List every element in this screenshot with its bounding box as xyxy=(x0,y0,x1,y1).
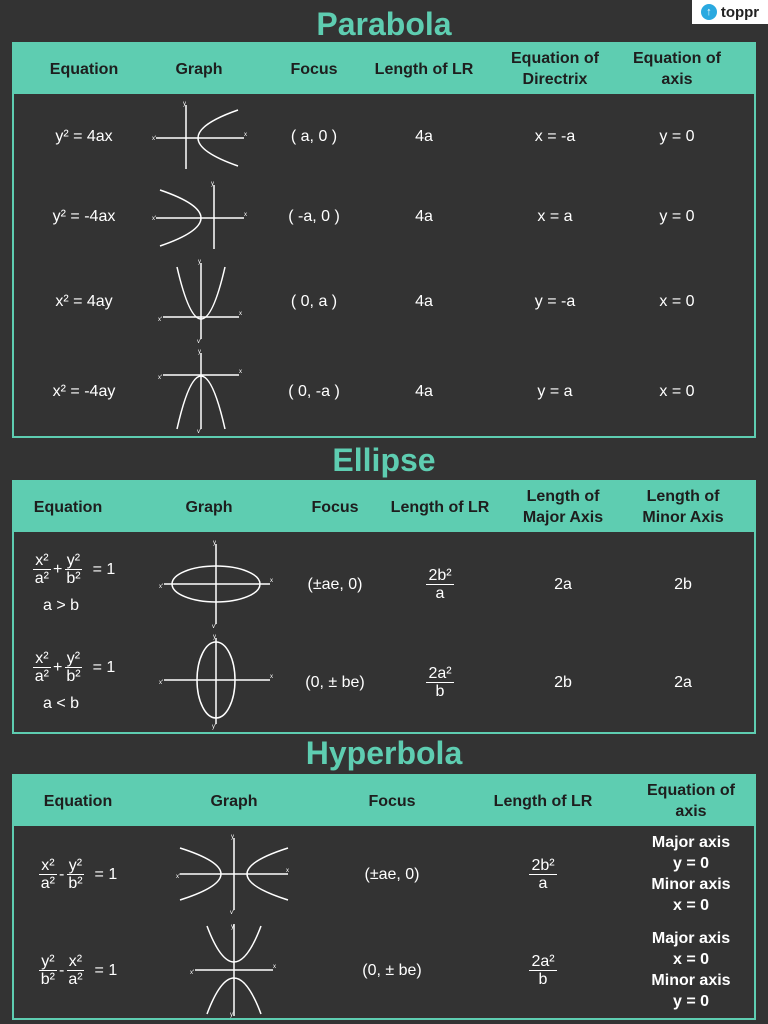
term-numerator: x² xyxy=(41,856,55,874)
graph-hyperbola-vertical xyxy=(174,922,294,1018)
focus: (0, ± be) xyxy=(305,673,365,691)
graph-parabola-down xyxy=(146,346,254,436)
svg-text:x: x xyxy=(244,212,247,218)
length-lr: 4a xyxy=(415,207,433,225)
major-axis-eq: y = 0 xyxy=(672,855,709,872)
header-major-axis: Length of Major Axis xyxy=(522,488,604,526)
lr-denominator: a xyxy=(538,874,548,892)
header-length-lr: Length of LR xyxy=(374,60,474,78)
svg-text:y: y xyxy=(231,924,234,930)
term-denominator: b² xyxy=(66,570,81,587)
axis: x = 0 xyxy=(659,382,695,400)
graph-parabola-up xyxy=(146,256,254,346)
ellipse-title: Ellipse xyxy=(332,442,436,478)
svg-text:x: x xyxy=(270,674,273,680)
table-row xyxy=(14,346,754,436)
header-equation: Equation xyxy=(33,498,103,516)
svg-text:x': x' xyxy=(159,680,164,686)
major-axis-label: Major axis xyxy=(651,834,731,851)
lr-denominator: a xyxy=(435,584,445,602)
hyperbola-table xyxy=(12,774,756,1020)
equation xyxy=(14,826,142,922)
svg-text:x': x' xyxy=(159,584,164,590)
axis xyxy=(634,826,748,922)
header-axis: Equation of axis xyxy=(647,782,735,820)
minor-axis-label: Minor axis xyxy=(651,972,731,989)
header-focus: Focus xyxy=(311,498,359,516)
svg-text:y: y xyxy=(213,540,216,546)
lr-numerator: 2b² xyxy=(428,566,452,584)
svg-text:x': x' xyxy=(158,317,163,323)
svg-text:y: y xyxy=(231,834,234,840)
svg-text:x': x' xyxy=(152,136,157,142)
term-numerator: x² xyxy=(35,650,49,667)
term-denominator: b² xyxy=(40,970,55,988)
directrix: y = a xyxy=(537,382,573,400)
header-minor-axis: Length of Minor Axis xyxy=(642,488,724,526)
operator: - xyxy=(58,865,65,883)
length-lr xyxy=(380,632,500,732)
svg-text:x: x xyxy=(239,311,242,317)
focus: ( 0, -a ) xyxy=(288,382,340,400)
svg-text:x: x xyxy=(286,868,289,874)
length-lr xyxy=(478,826,608,922)
table-row xyxy=(14,176,754,256)
hyperbola-header xyxy=(14,776,754,826)
svg-text:y': y' xyxy=(197,429,202,433)
svg-text:x: x xyxy=(239,369,242,375)
header-axis: Equation of axis xyxy=(633,50,721,88)
term-denominator: a² xyxy=(40,874,55,892)
header-graph: Graph xyxy=(175,60,223,78)
brand-name: toppr xyxy=(720,3,760,21)
lr-numerator: 2a² xyxy=(531,952,555,970)
directrix: x = -a xyxy=(534,127,576,145)
table-row xyxy=(14,632,754,732)
minor-axis: 2a xyxy=(674,673,692,691)
equation: y² = 4ax xyxy=(55,127,113,145)
equation: y² = -4ax xyxy=(52,207,116,225)
condition: a < b xyxy=(42,695,80,712)
svg-text:x: x xyxy=(270,578,273,584)
svg-text:y': y' xyxy=(230,1012,235,1018)
hyperbola-title: Hyperbola xyxy=(305,735,463,771)
axis: y = 0 xyxy=(659,207,695,225)
focus: (±ae, 0) xyxy=(364,865,420,883)
svg-text:y: y xyxy=(213,634,216,640)
focus: ( 0, a ) xyxy=(290,292,338,310)
length-lr xyxy=(478,922,608,1018)
svg-text:y': y' xyxy=(230,910,235,914)
term-numerator: x² xyxy=(68,952,83,970)
lr-denominator: b xyxy=(435,682,445,700)
header-length-lr: Length of LR xyxy=(493,792,593,810)
equation: x² = -4ay xyxy=(52,382,116,400)
svg-text:x': x' xyxy=(158,375,163,381)
major-axis: 2a xyxy=(554,575,572,593)
header-graph: Graph xyxy=(185,498,233,516)
term-numerator: y² xyxy=(68,856,83,874)
minor-axis: 2b xyxy=(674,575,692,593)
graph-ellipse-vertical xyxy=(154,632,280,732)
table-row xyxy=(14,922,754,1018)
directrix: y = -a xyxy=(534,292,576,310)
table-row xyxy=(14,256,754,346)
header-equation: Equation xyxy=(49,60,119,78)
term-denominator: b² xyxy=(68,874,83,892)
svg-text:x: x xyxy=(244,132,247,138)
graph-hyperbola-horizontal xyxy=(174,826,294,922)
condition: a > b xyxy=(42,597,80,614)
equation xyxy=(14,922,142,1018)
axis: y = 0 xyxy=(659,127,695,145)
focus: ( -a, 0 ) xyxy=(288,207,340,225)
table-row xyxy=(14,96,754,176)
operator: - xyxy=(58,961,65,979)
length-lr xyxy=(380,536,500,632)
svg-text:x': x' xyxy=(176,874,181,880)
svg-text:y: y xyxy=(183,101,186,107)
equation-rhs: = 1 xyxy=(92,659,116,676)
svg-text:y': y' xyxy=(212,724,217,730)
header-focus: Focus xyxy=(290,60,338,78)
equation xyxy=(14,536,134,632)
svg-text:x': x' xyxy=(190,970,195,976)
focus: ( a, 0 ) xyxy=(290,127,338,145)
equation-rhs: = 1 xyxy=(92,561,116,578)
svg-text:x: x xyxy=(273,964,276,970)
axis xyxy=(634,922,748,1018)
term-numerator: y² xyxy=(41,952,55,970)
equation-rhs: = 1 xyxy=(94,961,118,979)
term-numerator: y² xyxy=(66,552,81,569)
lr-denominator: b xyxy=(538,970,548,988)
term-denominator: a² xyxy=(34,668,49,685)
term-denominator: a² xyxy=(34,570,49,587)
graph-parabola-left xyxy=(146,176,254,256)
term-numerator: y² xyxy=(66,650,81,667)
header-focus: Focus xyxy=(368,792,416,810)
up-arrow-icon: ↑ xyxy=(701,4,717,20)
table-row xyxy=(14,826,754,922)
svg-text:y: y xyxy=(198,259,201,265)
parabola-header xyxy=(14,44,754,94)
major-axis-label: Major axis xyxy=(651,930,731,947)
graph-ellipse-horizontal xyxy=(154,536,280,632)
operator: + xyxy=(52,561,63,578)
minor-axis-eq: y = 0 xyxy=(672,993,709,1010)
focus: (0, ± be) xyxy=(362,961,422,979)
minor-axis-label: Minor axis xyxy=(651,876,731,893)
header-directrix: Equation of Directrix xyxy=(511,50,599,88)
length-lr: 4a xyxy=(415,292,433,310)
length-lr: 4a xyxy=(415,382,433,400)
header-graph: Graph xyxy=(210,792,258,810)
ellipse-table xyxy=(12,480,756,734)
term-denominator: a² xyxy=(68,970,83,988)
minor-axis-eq: x = 0 xyxy=(672,897,709,914)
axis: x = 0 xyxy=(659,292,695,310)
svg-text:y': y' xyxy=(197,339,202,343)
table-row xyxy=(14,536,754,632)
svg-text:y': y' xyxy=(212,624,217,628)
focus: (±ae, 0) xyxy=(307,575,363,593)
major-axis: 2b xyxy=(554,673,572,691)
operator: + xyxy=(52,659,63,676)
svg-text:y: y xyxy=(198,349,201,355)
equation: x² = 4ay xyxy=(55,292,113,310)
directrix: x = a xyxy=(537,207,573,225)
parabola-title: Parabola xyxy=(316,6,452,42)
ellipse-header xyxy=(14,482,754,532)
length-lr: 4a xyxy=(415,127,433,145)
svg-text:x': x' xyxy=(152,216,157,222)
header-length-lr: Length of LR xyxy=(390,498,490,516)
header-equation: Equation xyxy=(43,792,113,810)
term-denominator: b² xyxy=(66,668,81,685)
major-axis-eq: x = 0 xyxy=(672,951,709,968)
equation xyxy=(14,632,134,732)
parabola-table xyxy=(12,42,756,438)
svg-text:y: y xyxy=(211,181,214,187)
term-numerator: x² xyxy=(35,552,49,569)
lr-numerator: 2b² xyxy=(531,856,555,874)
graph-parabola-right xyxy=(146,96,254,176)
lr-numerator: 2a² xyxy=(428,664,452,682)
equation-rhs: = 1 xyxy=(94,865,118,883)
